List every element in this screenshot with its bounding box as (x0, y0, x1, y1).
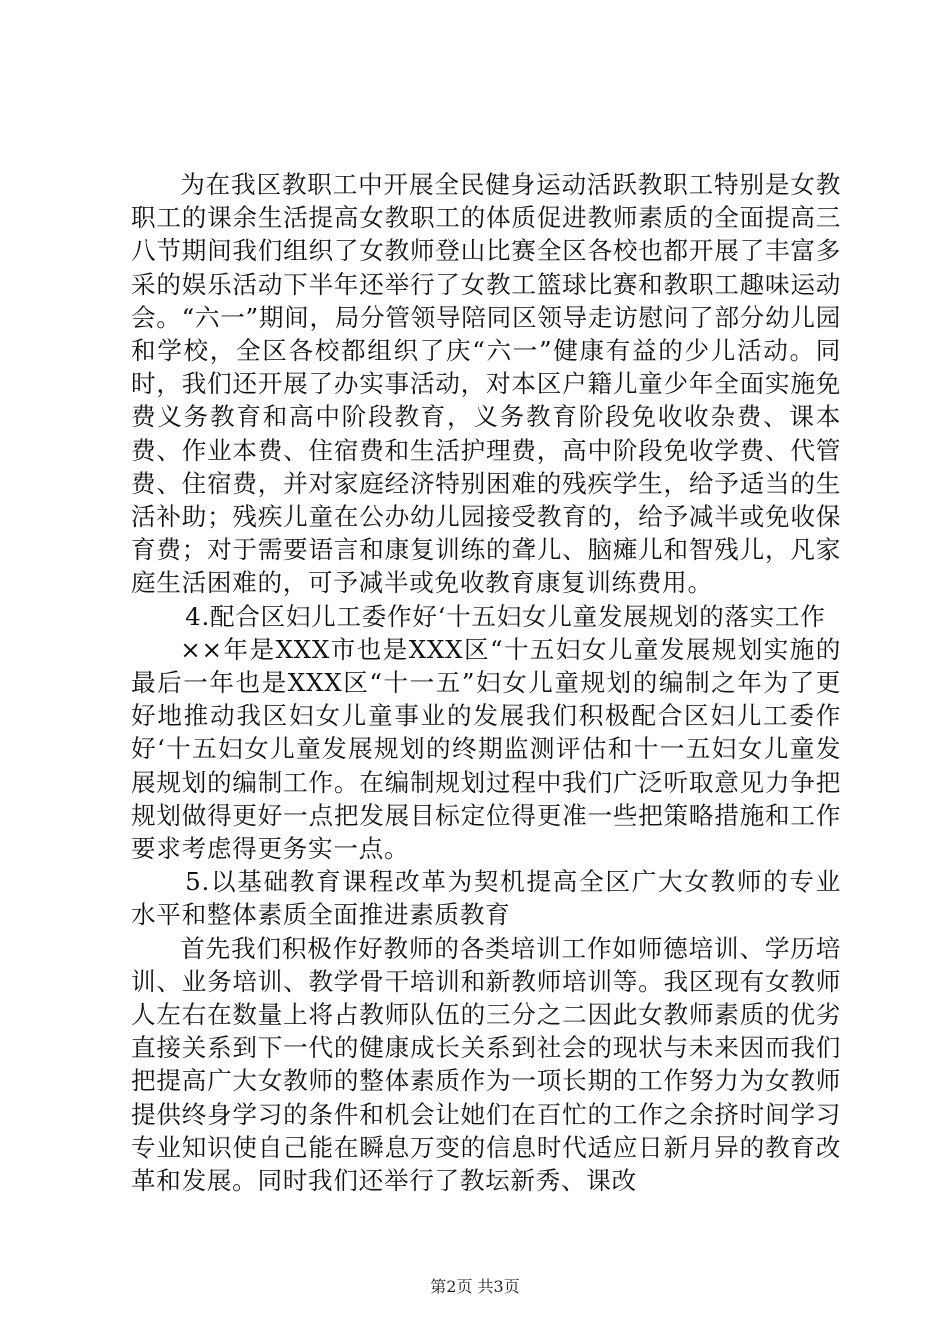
section-heading-5: 5.以基础教育课程改革为契机提高全区广大女教师的专业水平和整体素质全面推进素质教育 (131, 867, 841, 930)
section-heading-4: 4.配合区妇儿工委作好‘十五妇女儿童发展规划的落实工作 (185, 601, 826, 631)
paragraph-activities: 为在我区教职工中开展全民健身运动活跃教职工特别是女教职工的课余生活提高女教职工的体质促进教师素质的全面提高三八节期间我们组织了女教师登山比赛全区各校也都开展了丰富多采的娱乐活动下半年还举行了女教工篮球比赛和教职工趣味运动会。“六一”期间，局分管领导陪同区领导走访慰问了部分幼儿园和学校，全区各校都组织了庆“六一”健康有益的少儿活动。同时，我们还开展了办实事活动，对本区户籍儿童少年全面实施免费义务教育和高中阶段教育，义务教育阶段免收收杂费、课本费、作业本费、住宿费和生活护理费，高中阶段免收学费、代管费、住宿费，并对家庭经济特别困难的残疾学生，给予适当的生活补助；残疾儿童在公办幼儿园接受教育的，给予减半或免收保育费；对于需要语言和康复训练的聋儿、脑瘫儿和智残儿，凡家庭生活困难的，可予减半或免收教育康复训练费用。 (131, 170, 841, 598)
paragraph-training: 首先我们积极作好教师的各类培训工作如师德培训、学历培训、业务培训、教学骨干培训和新教师培训等。我区现有女教师人左右在数量上将占教师队伍的三分之二因此女教师素质的优劣直接关系到下一代的健康成长关系到社会的现状与未来因而我们把提高广大女教师的整体素质作为一项长期的工作努力为女教师提供终身学习的条件和机会让她们在百忙的工作之余挤时间学习专业知识使自己能在瞬息万变的信息时代适应日新月异的教育改革和发展。同时我们还举行了教坛新秀、课改 (131, 933, 841, 1196)
page-footer: 第2页 共3页 (430, 1277, 520, 1296)
document-body (131, 168, 841, 1197)
paragraph-planning: ××年是XXX市也是XXX区“十五妇女儿童发展规划实施的最后一年也是XXX区“十一五”妇女儿童规划的编制之年为了更好地推动我区妇女儿童事业的发展我们积极配合区妇儿工委作好‘十五妇女儿童发展规划的终期监测评估和十一五妇女儿童发展规划的编制工作。在编制规划过程中我们广泛听取意见力争把规划做得更好一点把发展目标定位得更准一些把策略措施和工作要求考虑得更务实一点。 (131, 634, 841, 864)
